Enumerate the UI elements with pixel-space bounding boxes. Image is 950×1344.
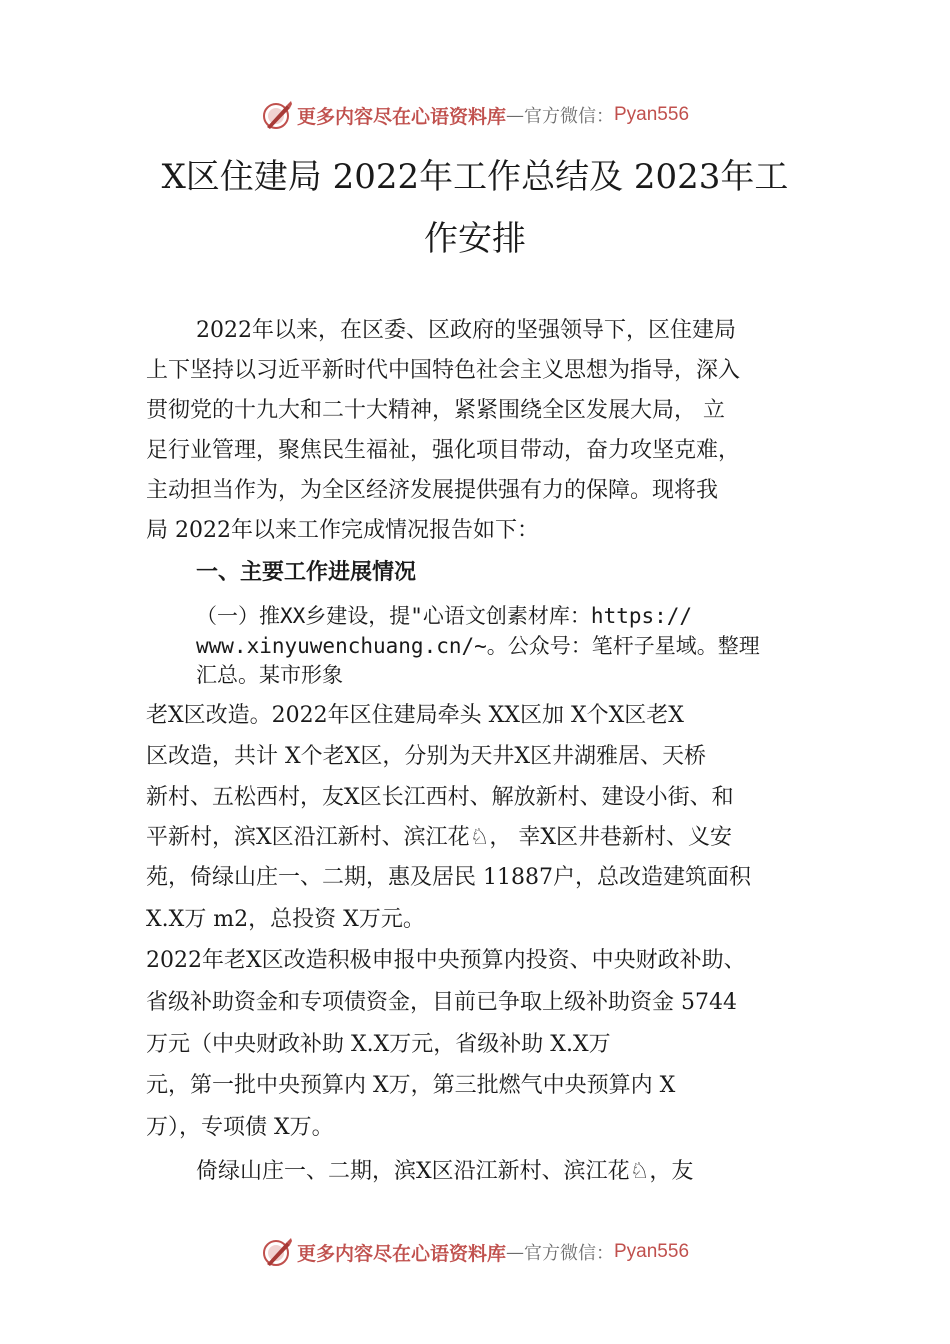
paragraph-line: 倚绿山庄一、二期，滨X区沿江新村、滨江花♘，友 (196, 1159, 694, 1184)
paragraph-line: 苑，倚绿山庄一、二期，惠及居民 11887户，总改造建筑面积 (146, 865, 751, 890)
watermark-red-text: 更多内容尽在心语资料库 (296, 105, 506, 128)
watermark-red-text: 更多内容尽在心语资料库 (296, 1242, 506, 1265)
watermark-dash: — (506, 104, 524, 126)
paragraph-line: 元，第一批中央预算内 X万，第三批燃气中央预算内 X (146, 1073, 676, 1098)
subsection-line: www.xinyuwenchuang.cn/~。公众号：笔杆子星域。整理 (196, 634, 760, 658)
document-title-line-1: X区住建局 2022年工作总结及 2023年工 (161, 157, 789, 197)
pen-logo-icon (261, 99, 293, 131)
intro-line: 上下坚持以习近平新时代中国特色社会主义思想为指导，深入 (146, 358, 741, 383)
paragraph-line: 万），专项债 X万。 (146, 1115, 334, 1140)
intro-line: 足行业管理，聚焦民生福祉，强化项目带动，奋力攻坚克难， (146, 438, 741, 463)
watermark-wechat-id: Pyan556 (614, 104, 690, 125)
header-watermark (0, 95, 950, 135)
intro-line: 贯彻党的十九大和二十大精神，紧紧围绕全区发展大局， 立 (146, 398, 725, 423)
subsection-line: （一）推XX乡建设，提"心语文创素材库：https:// (196, 604, 693, 628)
paragraph-line: 省级补助资金和专项债资金，目前已争取上级补助资金 5744 (146, 990, 737, 1015)
intro-line: 2022年以来，在区委、区政府的坚强领导下，区住建局 (196, 318, 736, 343)
watermark-grey-text: 官方微信： (524, 106, 614, 127)
footer-watermark (0, 1232, 950, 1272)
pen-logo-icon (261, 1236, 293, 1268)
paragraph-line: 区改造，共计 X个老X区，分别为天井X区井湖雅居、天桥 (146, 744, 706, 769)
paragraph-line: X.X万 m2，总投资 X万元。 (146, 907, 425, 932)
subsection-line: 汇总。某市形象 (196, 663, 343, 687)
watermark-dash: — (506, 1241, 524, 1263)
watermark-wechat-id: Pyan556 (614, 1241, 690, 1262)
intro-line: 局 2022年以来工作完成情况报告如下： (146, 518, 539, 543)
paragraph-line: 老X区改造。2022年区住建局牵头 XX区加 X个X区老X (146, 703, 684, 728)
paragraph-line: 平新村，滨X区沿江新村、滨江花♘， 幸X区井巷新村、义安 (146, 825, 733, 850)
paragraph-line: 2022年老X区改造积极申报中央预算内投资、中央财政补助、 (146, 948, 746, 973)
document-title-line-2: 作安排 (424, 219, 526, 259)
section-heading: 一、主要工作进展情况 (196, 560, 417, 585)
intro-line: 主动担当作为，为全区经济发展提供强有力的保障。现将我 (146, 478, 719, 503)
paragraph-line: 万元（中央财政补助 X.X万元，省级补助 X.X万 (146, 1032, 611, 1057)
watermark-grey-text: 官方微信： (524, 1243, 614, 1264)
paragraph-line: 新村、五松西村，友X区长江西村、解放新村、建设小街、和 (146, 785, 734, 810)
